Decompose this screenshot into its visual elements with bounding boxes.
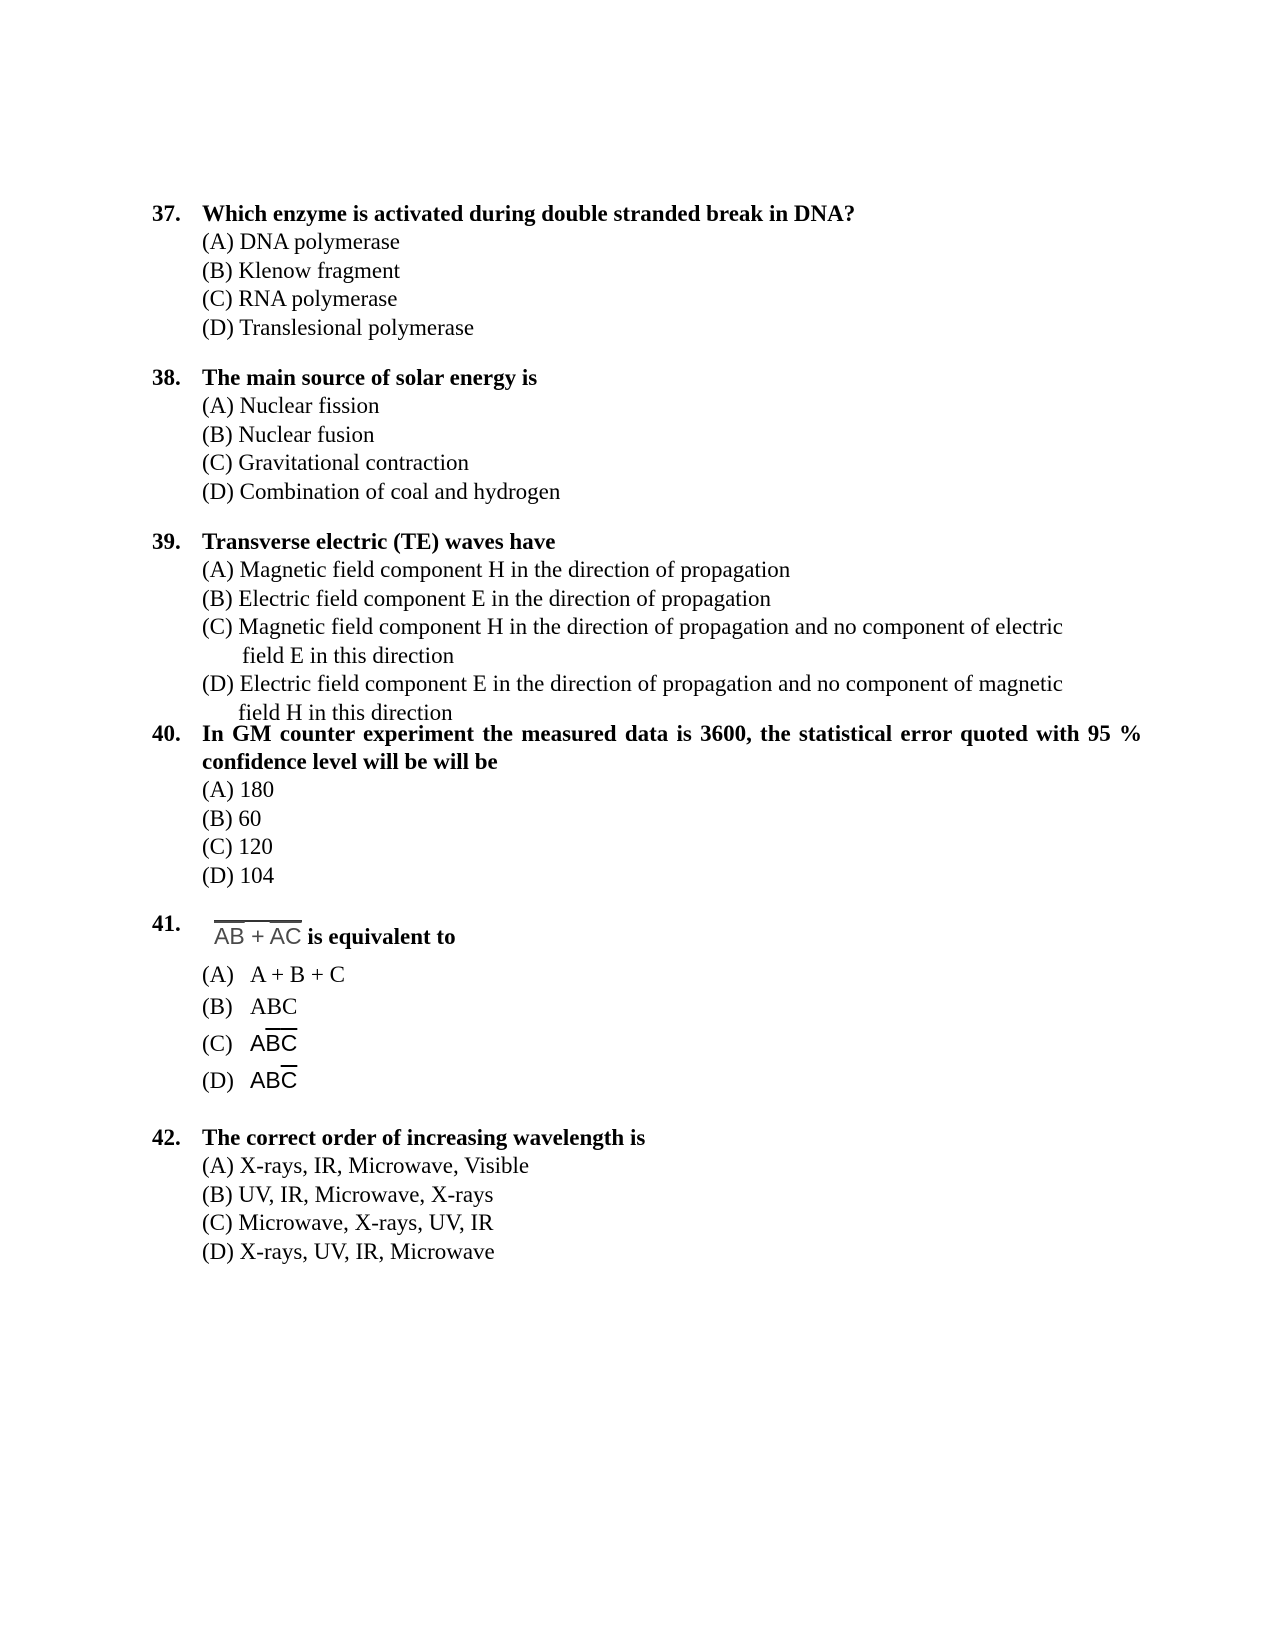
question-text: Which enzyme is activated during double stranded break in DNA? (202, 201, 856, 226)
question-text-line (202, 910, 1142, 951)
option-c: (C) Microwave, X-rays, UV, IR (202, 1210, 494, 1235)
option-text-continued: field E in this direction (242, 642, 455, 668)
option-label: (A) (202, 962, 234, 987)
option-text: (C) Magnetic field component H in the direction of propagation and no component of electric (202, 614, 1063, 639)
question-text: In GM counter experiment the measured data is 3600, the statistical error quoted with 95 % confidence level will be will be (202, 721, 1142, 774)
question-text: The main source of solar energy is (202, 365, 538, 390)
question-37 (152, 200, 1142, 342)
expr-plus: + (251, 923, 265, 949)
question-39 (152, 528, 1142, 727)
option-label: (D) (202, 1068, 234, 1093)
option-c (202, 1027, 1142, 1060)
option-d: (D) X-rays, UV, IR, Microwave (202, 1238, 495, 1264)
option-c: (C) 120 (202, 834, 273, 859)
question-header (152, 364, 1142, 392)
question-text: is equivalent to (307, 924, 456, 949)
question-header (152, 200, 1142, 228)
option-b: (B) Klenow fragment (202, 257, 400, 283)
expr-term-ab: $\overline{AB}$ (214, 923, 245, 949)
option-b: (B) UV, IR, Microwave, X-rays (202, 1181, 494, 1207)
option-label: (C) (202, 1031, 233, 1056)
option-label: (B) (202, 994, 233, 1019)
question-number: 39. (152, 529, 181, 554)
option-a: (A) Nuclear fission (202, 393, 380, 418)
question-41 (152, 910, 1142, 1097)
option-d (202, 1064, 1142, 1097)
option-value: ABC (250, 994, 298, 1019)
option-a: (A) 180 (202, 777, 275, 802)
option-d: (D) Combination of coal and hydrogen (202, 478, 561, 504)
question-number: 40. (152, 721, 181, 746)
option-value (250, 1030, 297, 1056)
option-a (202, 556, 1142, 585)
term-ab: AB (250, 1067, 281, 1093)
boolean-expression (214, 920, 302, 949)
option-text: (D) Electric field component E in the direction of propagation and no component of magnetic (202, 671, 1063, 696)
option-c (202, 613, 1142, 670)
term-c-bar: $\overline{C}$ (280, 1030, 298, 1056)
term-a: A (250, 1030, 266, 1056)
option-text-continued: field H in this direction (238, 699, 453, 725)
question-number: 38. (152, 365, 181, 390)
term-c-bar: $\overline{C}$ (280, 1067, 298, 1093)
question-40 (152, 720, 1142, 890)
option-a (202, 959, 1142, 991)
question-header (152, 528, 1142, 556)
question-number: 41. (152, 911, 181, 936)
question-38 (152, 364, 1142, 506)
option-a: (A) X-rays, IR, Microwave, Visible (202, 1153, 530, 1178)
expr-term-ac: $\overline{AC}$ (269, 923, 302, 949)
option-b (202, 991, 1142, 1023)
option-text: (A) Magnetic field component H in the direction of propagation (202, 557, 791, 582)
question-text: Transverse electric (TE) waves have (202, 529, 556, 554)
option-d (202, 670, 1142, 727)
question-number: 42. (152, 1125, 181, 1150)
option-c: (C) Gravitational contraction (202, 450, 469, 475)
question-42 (152, 1124, 1142, 1266)
option-value (250, 1067, 297, 1093)
term-b-bar: $\overline{B}$ (265, 1030, 281, 1056)
option-c: (C) RNA polymerase (202, 286, 398, 311)
question-text: The correct order of increasing wavelength is (202, 1125, 646, 1150)
question-header (152, 910, 1142, 951)
option-b: (B) Nuclear fusion (202, 421, 375, 447)
option-text: (B) Electric field component E in the direction of propagation (202, 585, 772, 611)
option-d: (D) 104 (202, 862, 275, 888)
option-b: (B) 60 (202, 805, 262, 831)
question-number: 37. (152, 201, 181, 226)
option-a: (A) DNA polymerase (202, 229, 401, 254)
option-value: A + B + C (250, 962, 345, 987)
option-b (202, 585, 1142, 614)
question-header (152, 1124, 1142, 1152)
question-header (152, 720, 1142, 776)
option-d: (D) Translesional polymerase (202, 314, 475, 340)
